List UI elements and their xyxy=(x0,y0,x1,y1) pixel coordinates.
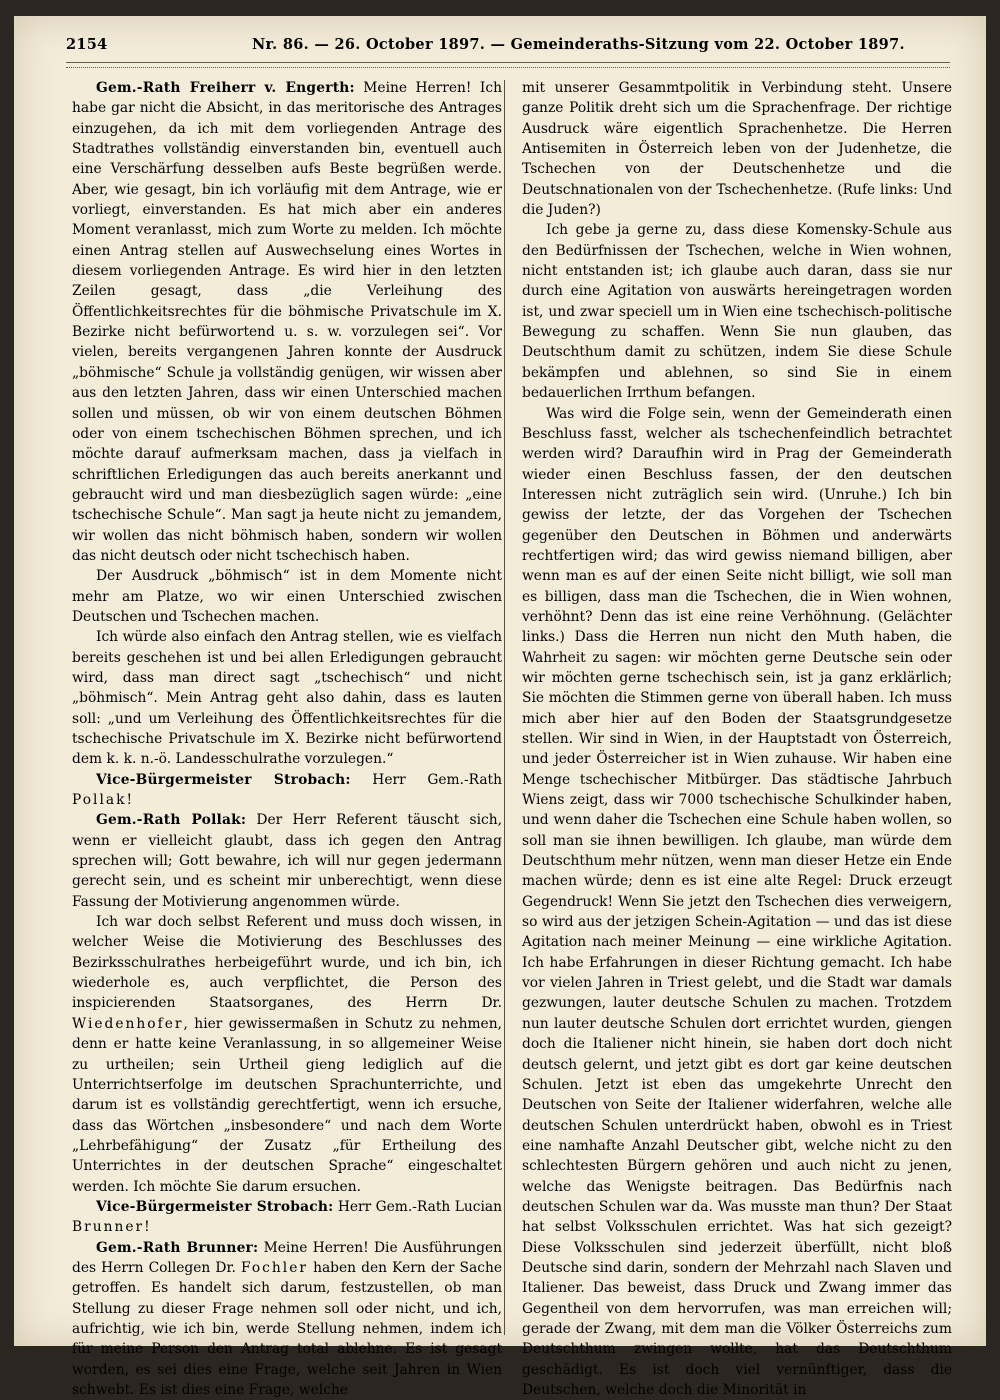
speech-text: , hier gewissermaßen in Schutz zu nehmen, denn er hatte keine Veranlassung, in so allgemeiner Weise zu urtheilen; sein Urtheil gieng lediglich auf die Unterrichtserfolge im deutschen Sprachunterrichte, und darum ist es vollständig gerechtfertigt, wenn ich ersuche, dass das Wörtchen „insbesondere“ und nach dem Worte „Lehrbefähigung“ der Zusatz „für Ertheilung des Unterrichtes in der deutschen Sprache“ eingeschaltet werden. Ich möchte Sie darum ersuchen. xyxy=(72,1016,502,1195)
speech-text: ! xyxy=(144,1219,150,1235)
paragraph: mit unserer Gesammtpolitik in Verbindung steht. Unsere ganze Politik dreht sich um die Sprachenfrage. Der richtige Ausdruck wäre eigentlich Sprachenhetze. Die Herren Antisemiten in Österreich leben von der Judenhetze, die Tschechen von der Deutschenhetze und die Deutschnationalen von der Tschechenhetze. (Rufe links: Und die Juden?) xyxy=(522,78,952,220)
paragraph xyxy=(72,1238,502,1400)
speaker-name: Gem.-Rath Brunner: xyxy=(96,1240,258,1256)
speaker-name: Gem.-Rath Pollak: xyxy=(96,812,246,828)
paragraph xyxy=(72,912,502,1197)
page-number: 2154 xyxy=(66,36,108,53)
speech-text: Der Herr Referent täuscht sich, wenn er vielleicht glaubt, dass ich gegen den Antrag sprechen will; Gott bewahre, ich will nur gegen jedermann gerecht sein, und es scheint mir unberechtigt, wenn diese Fassung der Motivierung angenommen würde. xyxy=(72,812,502,909)
speaker-name: Gem.-Rath Freiherr v. Engerth: xyxy=(96,80,355,96)
paragraph: Was wird die Folge sein, wenn der Gemeinderath einen Beschluss fasst, welcher als tschechenfeindlich betrachtet werden wird? Daraufhin wird in Prag der Gemeinderath wieder einen Beschluss fassen, der den deutschen Interessen nicht zuträglich sein wird. (Unruhe.) Ich bin gewiss der letzte, der das Vorgehen der Tschechen gegenüber den Deutschen in Böhmen und anderwärts rechtfertigen wird; das wird gewiss niemand billigen, aber wenn man es auf der einen Seite nicht billigt, wie soll man es billigen, dass man die Tschechen, die in Wien wohnen, verhöhnt? Denn das ist eine reine Verhöhnung. (Gelächter links.) Dass die Herren nun nicht den Muth haben, die Wahrheit zu sagen: wir möchten gerne Deutsche sein oder wir möchten gerne tschechisch sein, ist ja ganz erklärlich; Sie möchten die Stimmen gerne von überall haben. Ich muss mich aber hier auf den Boden der Staatsgrundgesetze stellen. Wir sind in Wien, in der Hauptstadt von Österreich, und jeder Österreicher ist in Wien zuhause. Wir haben eine Menge tschechischer Mitbürger. Das städtische Jahrbuch Wiens zeigt, dass wir 7000 tschechische Schulkinder haben, und wenn daher die Tschechen eine Schule haben wollen, so soll man sie ihnen bewilligen. Ich glaube, man würde dem Deutschthum mehr nützen, wenn man dieser Hetze ein Ende machen würde; denn es ist eine alte Regel: Druck erzeugt Gegendruck! Wenn Sie jetzt den Tschechen dies verweigern, so wird aus der jetzigen Schein-Agitation — und das ist diese Agitation nach meiner Meinung — eine wirkliche Agitation. Ich habe Erfahrungen in dieser Richtung gemacht. Ich habe vor vielen Jahren in Triest gelebt, und die Stadt war damals gezwungen, lauter deutsche Schulen zu machen. Trotzdem nun lauter deutsche Schulen dort errichtet wurden, giengen doch die Italiener nicht hinein, sie haben dort doch nicht deutsch gelernt, und jetzt gibt es dort gar keine deutschen Schulen. Jetzt ist eben das umgekehrte Unrecht den Deutschen von Seite der Italiener widerfahren, welche alle deutschen Schulen unterdrückt haben, obwohl es in Triest eine namhafte Anzahl Deutscher gibt, welche nicht zu den schlechtesten Bürgern gehören und auch nicht zu jenen, welche das Wenigste beitragen. Das Bedürfnis nach deutschen Schulen war da. Was musste man thun? Der Staat hat selbst Volksschulen errichtet. Was hat sich gezeigt? Diese Volksschulen sind jederzeit überfüllt, nicht bloß Deutsche sind darin, sondern der Mehrzahl nach Slaven und Italiener. Das beweist, dass Druck und Zwang immer das Gegentheil von dem hervorrufen, was man erreichen will; gerade der Zwang, mit dem man die Völker Österreichs zum Deutschthum zwingen wollte, hat das Deutschthum geschädigt. Es ist doch viel vernünftiger, dass die Deutschen, welche doch die Minorität in xyxy=(522,404,952,1400)
paragraph xyxy=(72,1197,502,1238)
spaced-name: Pollak xyxy=(72,792,126,808)
speech-text: Ich war doch selbst Referent und muss doch wissen, in welcher Weise die Motivierung des Beschlusses des Bezirksschulrathes herbeigeführt wurde, und ich bin, ich wiederhole es, auch verpflichtet, die Person des inspicierenden Staatsorganes, des Herrn Dr. xyxy=(72,914,502,1011)
speech-text: Herr Gem.-Rath xyxy=(351,772,502,788)
right-column xyxy=(522,78,952,1400)
paragraph xyxy=(72,770,502,811)
speech-text: Meine Herren! Die Ausführungen des Herrn Collegen Dr. xyxy=(72,1240,502,1276)
paragraph xyxy=(72,78,502,566)
paragraph: Der Ausdruck „böhmisch“ ist in dem Momente nicht mehr am Platze, wo wir einen Unterschied zwischen Deutschen und Tschechen machen. xyxy=(72,566,502,627)
spaced-name: Wiedenhofer xyxy=(72,1016,183,1032)
header-rule xyxy=(66,62,950,68)
speaker-name: Vice-Bürgermeister Strobach: xyxy=(96,772,351,788)
speech-text: haben den Kern der Sache getroffen. Es handelt sich darum, festzustellen, ob man Stellung zu dieser Frage nehmen soll oder nicht, und ich, aufrichtig, wie ich bin, werde Stellung nehmen, indem ich für meine Person den Antrag total ablehne. Es ist gesagt worden, es sei dies eine Frage, welche seit Jahren in Wien schwebt. Es ist dies eine Frage, welche xyxy=(72,1260,502,1398)
paragraph: Ich gebe ja gerne zu, dass diese Komensky-Schule aus den Bedürfnissen der Tschechen, welche in Wien wohnen, nicht entstanden ist; ich glaube auch daran, dass sie nur durch eine Agitation von auswärts hereingetragen worden ist, und zwar speciell um in Wien eine tschechisch-politische Bewegung zu schaffen. Wenn Sie nun glauben, das Deutschthum damit zu schützen, indem Sie diese Schule bekämpfen und ablehnen, so sind Sie in einem bedauerlichen Irrthum befangen. xyxy=(522,220,952,403)
column-divider xyxy=(504,80,505,1335)
speech-text: Meine Herren! Ich habe gar nicht die Absicht, in das meritorische des Antrages einzugehen, da ich mit dem vorliegenden Antrage des Stadtrathes vollständig einverstanden bin, eventuell auch eine Verschärfung desselben aufs Beste begrüßen werde. Aber, wie gesagt, bin ich vorläufig mit dem Antrage, wie er vorliegt, einverstanden. Es hat mich aber ein anderes Moment veranlasst, mich zum Worte zu melden. Ich möchte einen Antrag stellen auf Auswechselung eines Wortes in diesem vorliegenden Antrage. Es wird hier in den letzten Zeilen gesagt, dass „die Verleihung des Öffentlichkeitsrechtes für die böhmische Privatschule im X. Bezirke nicht befürwortend u. s. w. vorzulegen sei“. Vor vielen, bereits vergangenen Jahren konnte der Ausdruck „böhmische“ Schule ja vollständig genügen, wir wissen aber aus den letzten Jahren, dass wir einen Unterschied machen sollen und müssen, ob wir von einem deutschen Böhmen oder von einem tschechischen Böhmen sprechen, und ich möchte darauf aufmerksam machen, dass ja vielfach in schriftlichen Erledigungen das auch bereits anerkannt und gebraucht wird und man diesbezüglich sagen würde: „eine tschechische Schule“. Man sagt ja heute nicht zu jemandem, wir wollen das nicht böhmisch haben, sondern wir wollen das nicht deutsch oder nicht tschechisch haben. xyxy=(72,80,502,564)
spaced-name: Fochler xyxy=(241,1260,308,1276)
speech-text: ! xyxy=(126,792,132,808)
speech-text: Herr Gem.-Rath Lucian xyxy=(333,1199,502,1215)
paragraph xyxy=(72,810,502,912)
running-title: Nr. 86. — 26. October 1897. — Gemeinderaths-Sitzung vom 22. October 1897. xyxy=(252,36,905,53)
speaker-name: Vice-Bürgermeister Strobach: xyxy=(96,1199,333,1215)
left-column xyxy=(72,78,502,1400)
paragraph: Ich würde also einfach den Antrag stellen, wie es vielfach bereits geschehen ist und bei allen Erledigungen gebraucht wird, dass man direct sagt „tschechisch“ und nicht „böhmisch“. Mein Antrag geht also dahin, dass es lauten soll: „und um Verleihung des Öffentlichkeitsrechtes für die tschechische Privatschule im X. Bezirke nicht befürwortend dem k. k. n.-ö. Landesschulrathe vorzulegen.“ xyxy=(72,627,502,769)
spaced-name: Brunner xyxy=(72,1219,144,1235)
